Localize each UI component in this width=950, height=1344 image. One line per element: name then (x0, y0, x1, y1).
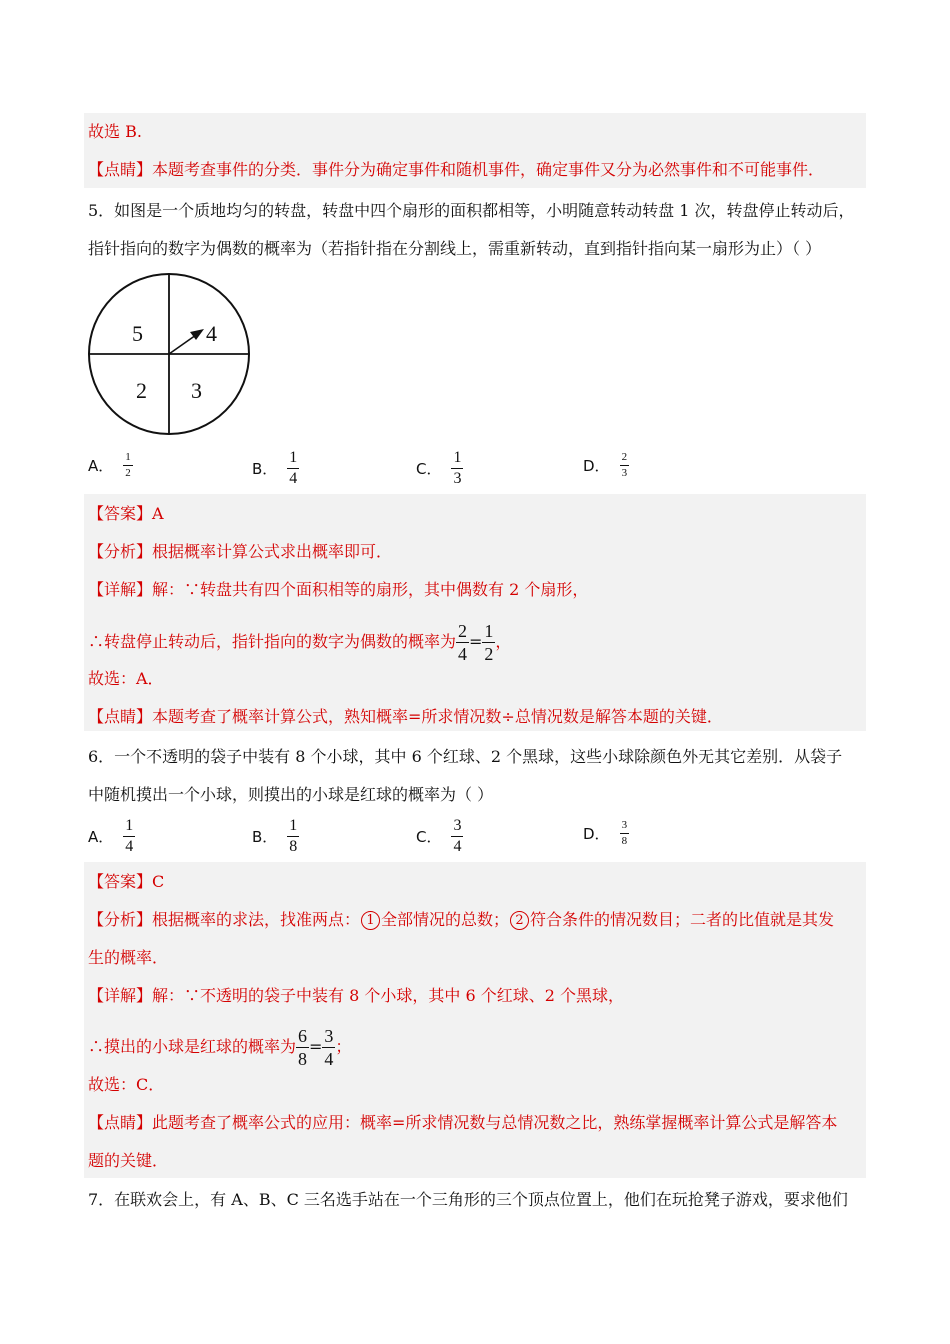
option-letter: A． (88, 457, 114, 475)
option-fraction: $\frac{1}{8}$ (289, 817, 298, 855)
detail-text: 解：∵转盘共有四个面积相等的扇形，其中偶数有 2 个扇形， (152, 580, 589, 599)
comment-tag: 【点睛】 (88, 1113, 153, 1132)
q5-comment (88, 706, 723, 728)
q5-option-b[interactable] (252, 450, 299, 487)
option-letter: D． (583, 457, 610, 475)
q5-stem-line1: 5．如图是一个质地均匀的转盘，转盘中四个扇形的面积都相等，小明随意转动转盘 1 次，转盘停止转动后， (88, 201, 855, 220)
option-fraction: $\frac{1}{3}$ (453, 449, 462, 487)
q7-stem-line1: 7．在联欢会上，有 A、B、C 三名选手站在一个三角形的三个顶点位置上，他们在玩抢凳子游戏，要求他们 (88, 1190, 848, 1209)
detail-text: ∴转盘停止转动后，指针指向的数字为偶数的概率为 (88, 632, 457, 651)
q6-stem-line2: 中随机摸出一个小球，则摸出的小球是红球的概率为（ ） (88, 785, 494, 804)
fraction: $\frac{3}{4}$ (324, 1026, 334, 1069)
q6-analysis-line1 (88, 909, 834, 931)
option-fraction: $\frac{1}{2}$ (125, 451, 131, 479)
q6-stem-line1: 6．一个不透明的袋子中装有 8 个小球，其中 6 个红球、2 个黑球，这些小球除颜色外无其它差别．从袋子 (88, 747, 843, 766)
q6-conclusion: 故选：C． (88, 1075, 165, 1094)
comment-text: 本题考查了概率计算公式，熟知概率=所求情况数÷总情况数是解答本题的关键． (152, 707, 723, 726)
option-fraction: $\frac{1}{4}$ (125, 817, 134, 855)
option-fraction: $\frac{1}{4}$ (289, 449, 298, 487)
punctuation: ； (335, 1037, 352, 1056)
q5-explanation-box (84, 494, 866, 731)
q5-detail-line2 (88, 622, 511, 663)
fraction: $\frac{1}{2}$ (484, 621, 494, 664)
spinner-number-2: 2 (136, 378, 147, 403)
option-letter: C． (416, 828, 442, 846)
q6-analysis-line2: 生的概率． (88, 948, 169, 967)
option-fraction: $\frac{3}{8}$ (621, 819, 628, 847)
q4-conclusion: 故选 B. (88, 122, 142, 141)
q5-option-d[interactable] (583, 452, 629, 479)
comment-tag: 【点睛】 (88, 160, 153, 179)
q5-detail-line1 (88, 579, 588, 601)
option-letter: A． (88, 828, 114, 846)
analysis-text: 全部情况的总数； (381, 910, 510, 929)
comment-text: 此题考查了概率公式的应用：概率=所求情况数与总情况数之比，熟练掌握概率计算公式是解答本 (152, 1113, 838, 1132)
q6-comment-line2: 题的关键． (88, 1151, 169, 1170)
detail-text: 解：∵不透明的袋子中装有 8 个小球，其中 6 个红球、2 个黑球， (152, 986, 624, 1005)
detail-text: ∴摸出的小球是红球的概率为 (88, 1037, 297, 1056)
q5-stem-line2: 指针指向的数字为偶数的概率为（若指针指在分割线上，需重新转动，直到指针指向某一扇形为止）（ ） (88, 239, 822, 258)
option-letter: B． (252, 828, 278, 846)
q6-detail-line1 (88, 985, 624, 1007)
analysis-text: 根据概率的求法，找准两点： (152, 910, 361, 929)
option-fraction: $\frac{3}{4}$ (453, 817, 462, 855)
spinner-number-5: 5 (132, 321, 143, 346)
spinner-number-3: 3 (191, 378, 202, 403)
q6-option-d[interactable] (583, 820, 629, 847)
analysis-tag: 【分析】 (88, 542, 153, 561)
option-letter: D． (583, 825, 610, 843)
punctuation: ， (495, 632, 512, 651)
spinner-number-4: 4 (206, 321, 217, 346)
q6-comment-line1 (88, 1112, 837, 1134)
q5-conclusion: 故选：A． (88, 669, 164, 688)
q5-analysis (88, 541, 392, 563)
q5-answer (88, 503, 164, 525)
equals-sign: = (309, 1037, 323, 1056)
spinner-pointer (169, 335, 196, 354)
q5-option-a[interactable] (88, 452, 133, 479)
equals-sign: = (469, 632, 483, 651)
q5-option-c[interactable] (416, 450, 463, 487)
analysis-text: 符合条件的情况数目；二者的比值就是其发 (530, 910, 835, 929)
detail-tag: 【详解】 (88, 986, 153, 1005)
q6-option-c[interactable] (416, 818, 463, 855)
option-letter: C． (416, 460, 442, 478)
q6-option-b[interactable] (252, 818, 299, 855)
q6-answer (88, 871, 164, 893)
answer-value: A (152, 504, 164, 523)
answer-tag: 【答案】 (88, 872, 153, 891)
analysis-tag: 【分析】 (88, 910, 153, 929)
answer-tag: 【答案】 (88, 504, 153, 523)
fraction: $\frac{2}{4}$ (458, 621, 468, 664)
q4-comment (88, 159, 824, 181)
option-letter: B． (252, 460, 278, 478)
circled-number-1: 1 (361, 911, 380, 930)
option-fraction: $\frac{2}{3}$ (621, 451, 628, 479)
detail-tag: 【详解】 (88, 580, 153, 599)
q6-option-a[interactable] (88, 818, 135, 855)
answer-value: C (152, 872, 165, 891)
circled-number-2: 2 (510, 911, 529, 930)
fraction: $\frac{6}{8}$ (298, 1026, 308, 1069)
comment-tag: 【点睛】 (88, 707, 153, 726)
q6-detail-line2 (88, 1027, 351, 1068)
analysis-text: 根据概率计算公式求出概率即可． (152, 542, 393, 561)
comment-text: 本题考查事件的分类．事件分为确定事件和随机事件，确定事件又分为必然事件和不可能事件． (152, 160, 825, 179)
spinner-figure (86, 272, 256, 440)
